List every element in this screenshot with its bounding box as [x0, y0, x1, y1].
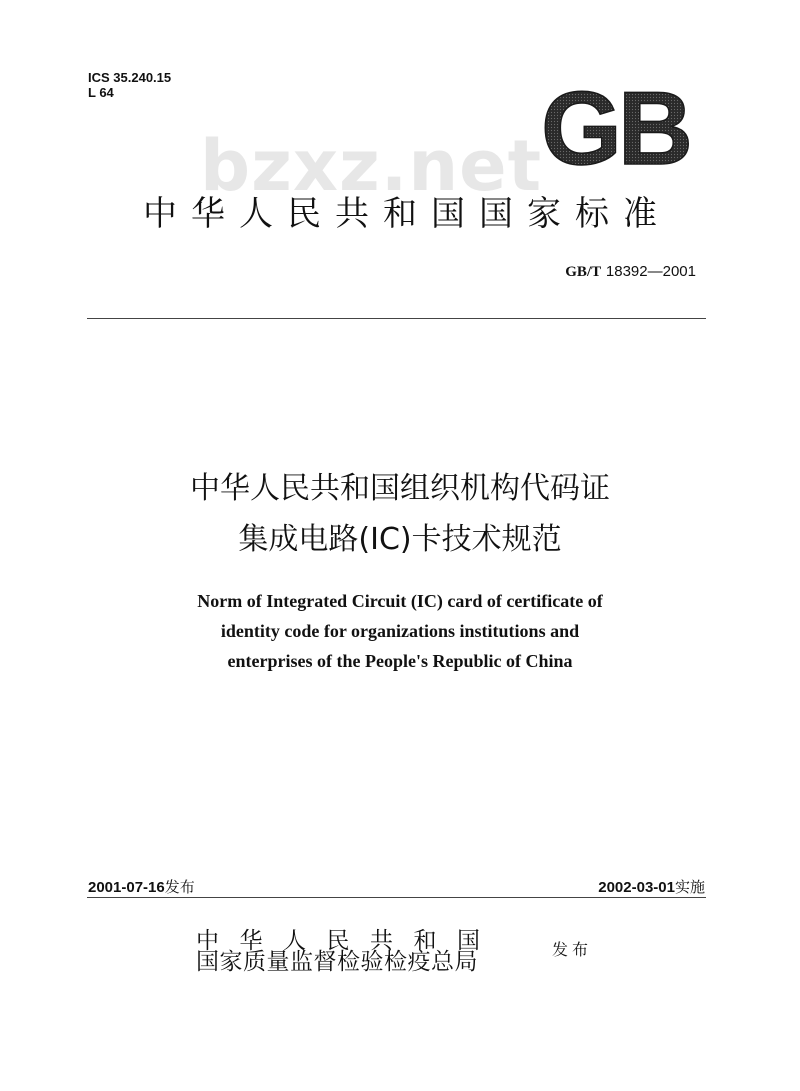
publisher-line-2: 国家质量监督检验检疫总局 — [196, 949, 478, 975]
publisher-action: 发布 — [552, 940, 593, 959]
title-cn-line-2: 集成电路(IC)卡技术规范 — [238, 522, 562, 557]
standard-number — [565, 262, 696, 281]
watermark: bzxz.net — [200, 125, 543, 207]
implementation-date-value: 2002-03-01 — [598, 879, 675, 896]
gb-logo-text: GB — [541, 84, 689, 172]
ics-code: ICS 35.240.15 — [88, 70, 172, 85]
issue-date-value: 2001-07-16 — [88, 879, 165, 896]
publisher-line-1: 中华人民共和国 — [196, 928, 501, 954]
implementation-date — [598, 876, 705, 897]
issue-date-label: 发布 — [164, 878, 195, 896]
ccs-code: L 64 — [88, 85, 114, 100]
standard-code: 18392—2001 — [605, 263, 696, 280]
title-en-line-3: enterprises of the People's Republic of China — [227, 651, 573, 671]
title-cn-line-1: 中华人民共和国组织机构代码证 — [190, 471, 610, 506]
title-en-line-2: identity code for organizations institutions and — [220, 621, 580, 641]
gb-logo — [535, 84, 695, 172]
title-en-line-1: Norm of Integrated Circuit (IC) card of certificate of — [197, 591, 603, 611]
issue-date — [88, 876, 195, 897]
national-standard-title: 中华人民共和国国家标准 — [143, 194, 671, 234]
ics-classification — [88, 70, 171, 100]
implementation-date-label: 实施 — [674, 878, 705, 896]
top-divider — [87, 318, 706, 319]
standard-prefix: GB/T — [565, 264, 602, 280]
bottom-divider — [87, 897, 706, 898]
